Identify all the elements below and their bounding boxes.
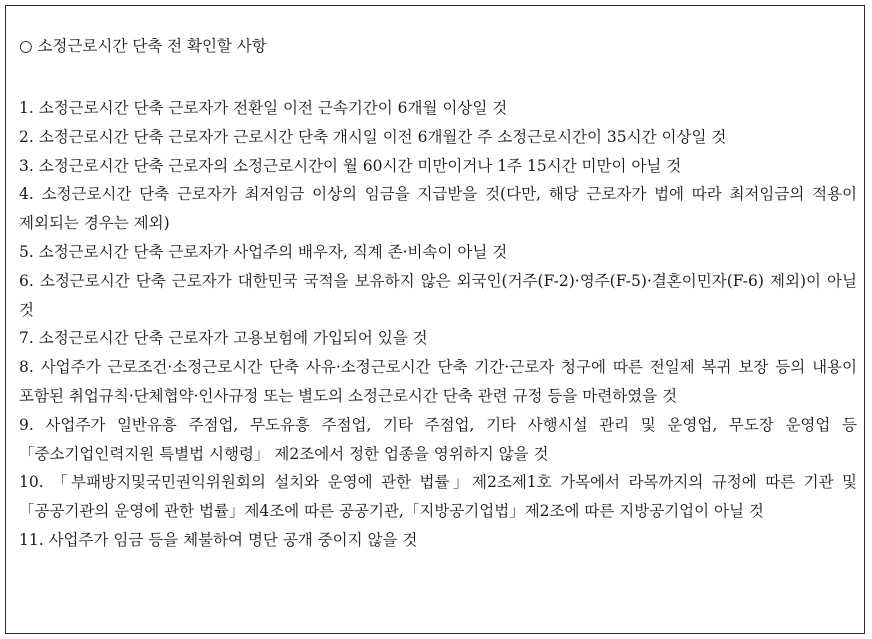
list-item: 6. 소정근로시간 단축 근로자가 대한민국 국적을 보유하지 않은 외국인(거주(F-2)·영주(F-5)·결혼이민자(F-6) 제외)이 아닐 것	[19, 271, 857, 319]
list-item: 7. 소정근로시간 단축 근로자가 고용보험에 가입되어 있을 것	[19, 329, 428, 348]
requirements-list	[19, 94, 857, 555]
list-item: 10. 「부패방지및국민권익위원회의 설치와 운영에 관한 법률」제2조제1호 가목에서 라목까지의 규정에 따른 기관 및「공공기관의 운영에 관한 법률」제4조에 따른 공공기관,「지방공기업법」제2조에 따른 지방공기업이 아닐 것	[19, 473, 857, 521]
list-item: 9. 사업주가 일반유흥 주점업, 무도유흥 주점업, 기타 주점업, 기타 사행시설 관리 및 운영업, 무도장 운영업 등「중소기업인력지원 특별법 시행령」 제2조에서 정한 업종을 영위하지 않을 것	[19, 415, 857, 463]
list-item: 8. 사업주가 근로조건·소정근로시간 단축 사유·소정근로시간 단축 기간·근로자 청구에 따른 전일제 복귀 보장 등의 내용이 포함된 취업규칙·단체협약·인사규정 또는 별도의 소정근로시간 단축 관련 규정 등을 마련하였을 것	[19, 358, 857, 405]
list-item: 3. 소정근로시간 단축 근로자의 소정근로시간이 월 60시간 미만이거나 1주 15시간 미만이 아닐 것	[19, 156, 682, 175]
list-item: 11. 사업주가 임금 등을 체불하여 명단 공개 중이지 않을 것	[19, 530, 418, 549]
document-box	[5, 5, 865, 634]
list-item: 2. 소정근로시간 단축 근로자가 근로시간 단축 개시일 이전 6개월간 주 소정근로시간이 35시간 이상일 것	[19, 127, 727, 146]
list-item: 1. 소정근로시간 단축 근로자가 전환일 이전 근속기간이 6개월 이상일 것	[19, 99, 508, 117]
section-heading: ○ 소정근로시간 단축 전 확인할 사항	[19, 37, 267, 55]
list-item: 4. 소정근로시간 단축 근로자가 최저임금 이상의 임금을 지급받을 것(다만, 해당 근로자가 법에 따라 최저임금의 적용이 제외되는 경우는 제외)	[19, 185, 857, 233]
list-item: 5. 소정근로시간 단축 근로자가 사업주의 배우자, 직계 존·비속이 아닐 것	[19, 242, 508, 261]
